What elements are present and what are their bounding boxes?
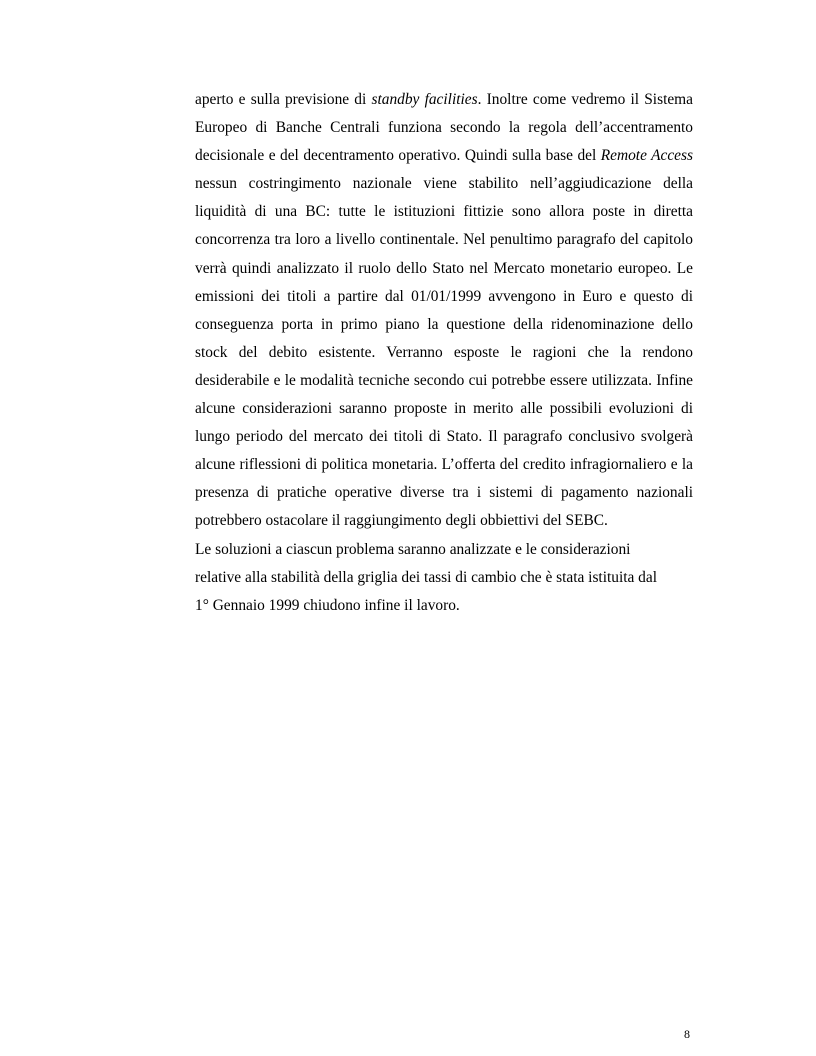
- paragraph-conclusion: [195, 536, 693, 620]
- page-number: 8: [684, 1027, 690, 1041]
- italic-term-remote-access: Remote Access: [600, 147, 693, 165]
- paragraph-text-segment: nessun costringimento nazionale viene stabilito nell’aggiudicazione della liquidità di una BC: tutte le istituzioni fittizie sono allora poste in diretta concorrenza tra loro a livello continentale. Nel penultimo paragrafo del capitolo verrà quindi analizzato il ruolo dello Stato nel Mercato monetario europeo. Le emissioni dei titoli a partire dal 01/01/1999 avvengono in Euro e questo di conseguenza porta in primo piano la questione della ridenominazione dello stock del debito esistente. Verranno esposte le ragioni che la rendono desiderabile e le modalità tecniche secondo cui potrebbe essere utilizzata. Infine alcune considerazioni saranno proposte in merito alle possibili evoluzioni di lungo periodo del mercato dei titoli di Stato. Il paragrafo conclusivo svolgerà alcune riflessioni di politica monetaria. L’offerta del credito infragiornaliero e la presenza di pratiche operative diverse tra i sistemi di pagamento nazionali potrebbero ostacolare il raggiungimento degli obbiettivi del SEBC.: [195, 175, 693, 530]
- paragraph-line: relative alla stabilità della griglia dei tassi di cambio che è stata istituita dal: [195, 568, 657, 586]
- paragraph-line: 1° Gennaio 1999 chiudono infine il lavoro.: [195, 596, 460, 614]
- paragraph-chapter-overview: [195, 86, 693, 536]
- paragraph-text-segment: . Inoltre come vedremo il Sistema Europeo di Banche Centrali funziona secondo la regola dell’accentramento decisionale e del decentramento operativo. Quindi sulla base del: [195, 91, 693, 165]
- paragraph-line: Le soluzioni a ciascun problema saranno analizzate e le considerazioni: [195, 540, 631, 558]
- body-text: [195, 86, 693, 620]
- italic-term-standby-facilities: standby facilities: [371, 91, 478, 108]
- paragraph-text-segment: aperto e sulla previsione di: [195, 91, 372, 108]
